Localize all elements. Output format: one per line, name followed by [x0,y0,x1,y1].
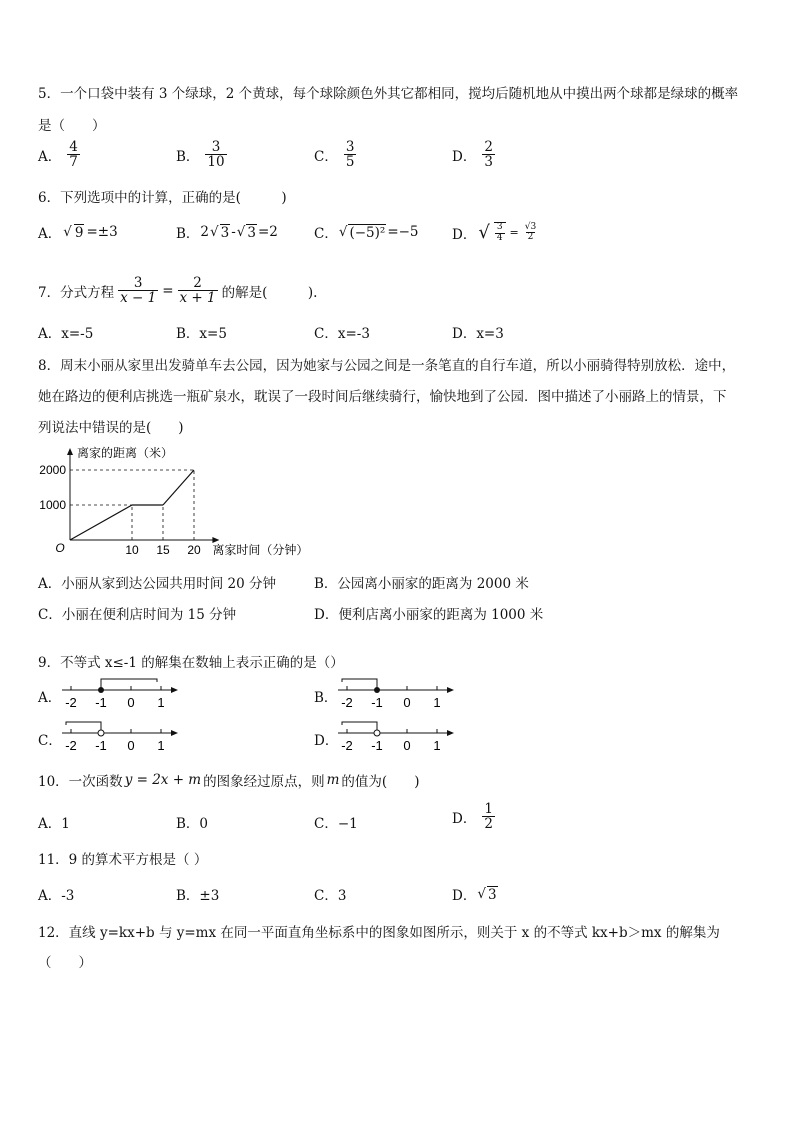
q7-option-d: D．x=3 [452,326,504,342]
q9-option-c-numberline [60,719,190,753]
x-tick-label: 15 [156,543,170,557]
q11-option-c: C．3 [314,888,347,904]
q9-option-c-label: C． [38,733,62,749]
q8-option-b: B．公园离小丽家的距离为 2000 米 [314,576,529,592]
q6-option-a: A． √ 9 =±3 [38,224,118,242]
x-tick-label: 10 [125,543,139,557]
x-tick-label: 20 [187,543,201,557]
svg-text:0: 0 [403,695,411,710]
q7-option-b: B．x=5 [176,326,227,342]
q7-stem: 7．分式方程 $\frac{3}{x - 1}$ = $\frac{2}{x + 1}$ 的解是( ). [38,275,318,307]
q8-stem-line1: 8．周末小丽从家里出发骑单车去公园，因为她家与公园之间是一条笔直的自行车道，所以小丽骑得特别放松．途中， [38,358,736,374]
q9-stem: 9．不等式 x≤-1 的解集在数轴上表示正确的是（） [38,655,344,671]
q10-option-d: D． $\frac{1}{2}$ [452,801,493,833]
q10-option-b: B．0 [176,816,209,832]
q11-stem: 11．9 的算术平方根是（ ） [38,852,208,868]
svg-text:1: 1 [433,738,441,753]
q11-option-a: A．-3 [38,888,75,904]
q5-stem-line2: 是（ ） [38,118,106,134]
svg-text:-1: -1 [371,695,383,710]
svg-text:0: 0 [127,738,135,753]
q11-option-b: B．±3 [176,888,220,904]
q11-option-d: D． √ 3 [452,886,497,904]
q9-option-a-numberline [60,676,190,710]
q9-option-a-label: A． [38,690,62,706]
q5-stem-line1: 5．一个口袋中装有 3 个绿球，2 个黄球，每个球除颜色外其它都相同，搅均后随机地从中摸出两个球都是绿球的概率 [38,86,739,102]
q8-option-a: A．小丽从家到达公园共用时间 20 分钟 [38,576,277,592]
q8-stem-line2: 她在路边的便利店挑选一瓶矿泉水，耽误了一段时间后继续骑行，愉快地到了公园．图中描述了小丽路上的情景，下 [38,389,727,405]
q5-option-a: A． $\frac{4}{7}$ [38,139,78,171]
q9-option-b-numberline [336,676,466,710]
x-axis-label: 离家时间（分钟） [212,543,309,557]
solid-point-icon [374,687,380,693]
q8-option-c: C．小丽在便利店时间为 15 分钟 [38,607,237,623]
q9-option-d-numberline [336,719,466,753]
q7-option-a: A．x=-5 [38,326,94,342]
hollow-point-icon [98,730,104,736]
svg-text:-2: -2 [65,738,77,753]
svg-text:0: 0 [127,695,135,710]
q9-option-d-label: D． [314,733,339,749]
q5-option-c: C． $\frac{3}{5}$ [314,139,355,171]
q12-stem-line2: （ ） [38,955,92,971]
series-segment [163,470,194,505]
q7-option-c: C．x=-3 [314,326,370,342]
q6-option-c: C． √ (−5)² =−5 [314,224,419,242]
svg-text:-2: -2 [341,695,353,710]
svg-text:1: 1 [433,695,441,710]
svg-text:0: 0 [403,738,411,753]
series-segment [70,505,132,540]
svg-text:-2: -2 [341,738,353,753]
solid-point-icon [98,687,104,693]
q10-stem: 10．一次函数 y = 2x + m 的图象经过原点，则 m 的值为( ) [38,772,420,790]
hollow-point-icon [374,730,380,736]
q6-stem: 6．下列选项中的计算，正确的是( ) [38,190,287,206]
q5-option-d: D． $\frac{2}{3}$ [452,139,493,171]
q6-option-b: B． 2 √ 3 - √ 3 =2 [176,224,278,242]
q8-distance-time-graph [30,440,330,562]
y-tick-label: 1000 [39,498,66,512]
q10-option-c: C．−1 [314,816,358,832]
q8-stem-line3: 列说法中错误的是( ) [38,420,184,436]
q9-option-b-label: B． [314,690,338,706]
svg-text:-1: -1 [95,695,107,710]
q5-option-b: B． $\frac{3}{10}$ [176,139,225,171]
svg-text:-1: -1 [371,738,383,753]
svg-text:-1: -1 [95,738,107,753]
svg-text:-2: -2 [65,695,77,710]
svg-text:1: 1 [157,695,165,710]
q8-option-d: D．便利店离小丽家的距离为 1000 米 [314,607,544,623]
origin-label: O [55,541,65,555]
y-tick-label: 2000 [39,463,66,477]
y-axis-label: 离家的距离（米） [77,446,174,460]
y-axis-arrow-icon [67,448,73,455]
q12-stem-line1: 12．直线 y=kx+b 与 y=mx 在同一平面直角坐标系中的图象如图所示，则关于 x 的不等式 kx+b＞mx 的解集为 [38,925,720,941]
q6-option-d: D． √ $\frac{3}{4}$ = $\frac{√3}{2}$ [452,221,537,243]
q10-option-a: A．1 [38,816,70,832]
svg-text:1: 1 [157,738,165,753]
